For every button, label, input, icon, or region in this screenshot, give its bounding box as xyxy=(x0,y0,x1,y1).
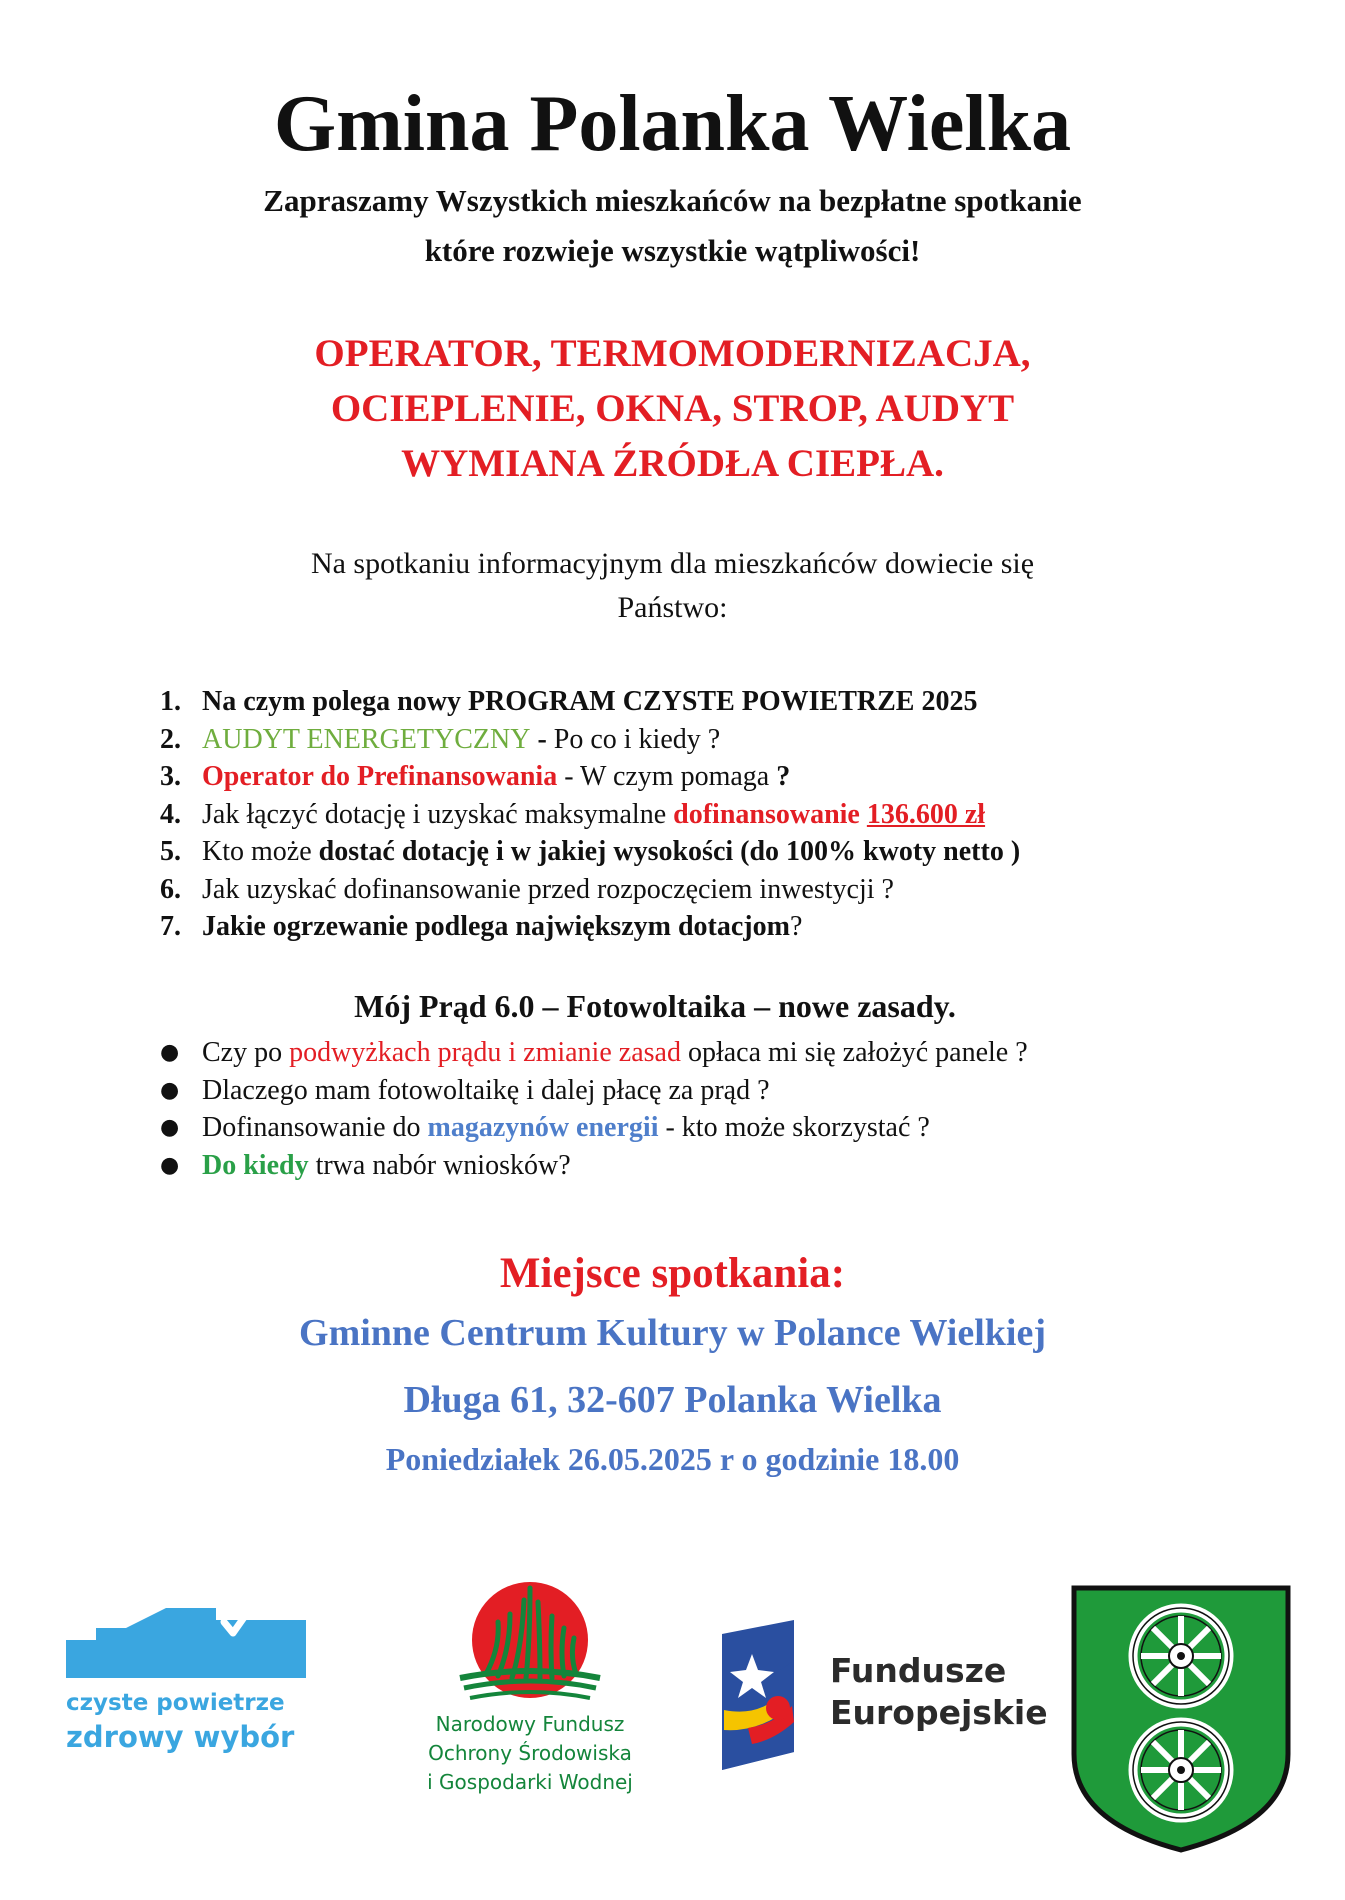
bullet-icon: ● xyxy=(160,1115,180,1140)
item-text: Jak łączyć dotację i uzyskać maksymalne xyxy=(202,798,674,830)
list-item xyxy=(160,1072,1028,1110)
bullet-icon: ● xyxy=(160,1152,180,1178)
item-highlight: AUDYT ENERGETYCZNY xyxy=(202,723,531,755)
topics-block xyxy=(0,326,1345,491)
item-question-mark: ? xyxy=(776,761,791,792)
item-amount: 136.600 zł xyxy=(866,798,986,830)
item-text: trwa nabór wniosków? xyxy=(308,1149,571,1181)
item-text: Kto może xyxy=(202,836,319,867)
item-text: opłaca mi się założyć panele ? xyxy=(680,1037,1028,1068)
item-text: - W czym pomaga xyxy=(557,761,777,792)
nfosigw-logo xyxy=(390,1578,670,1808)
fundusze-europejskie-logo xyxy=(718,1620,1078,1780)
item-number: 1. xyxy=(160,686,181,717)
item-highlight: magazynów energii xyxy=(427,1112,659,1143)
item-text: Czy po xyxy=(202,1037,290,1068)
czyste-powietrze-line-2: zdrowy wybór xyxy=(66,1720,295,1754)
topics-line-1: OPERATOR, TERMOMODERNIZACJA, xyxy=(314,332,1031,375)
meeting-heading: Miejsce spotkania: xyxy=(499,1250,846,1297)
topics-line-3: WYMIANA ŹRÓDŁA CIEPŁA. xyxy=(401,442,944,485)
forest-sun-icon xyxy=(390,1578,670,1708)
item-number: 2. xyxy=(160,723,181,755)
item-number: 4. xyxy=(160,798,181,830)
list-item xyxy=(160,1147,1028,1185)
item-number: 3. xyxy=(160,761,181,792)
item-text: Dofinansowanie do xyxy=(202,1112,428,1143)
item-text: Po co i kiedy ? xyxy=(553,723,721,755)
nfosigw-line-1: Narodowy Fundusz xyxy=(435,1712,625,1736)
list-item xyxy=(160,833,1020,871)
item-highlight: dofinansowanie xyxy=(673,798,860,830)
meeting-address: Długa 61, 32-607 Polanka Wielka xyxy=(403,1379,942,1421)
fundusze-line-1: Fundusze xyxy=(830,1651,1007,1690)
eu-funds-flag-icon xyxy=(718,1620,808,1770)
item-text: Dlaczego mam fotowoltaikę i dalej płacę za prąd ? xyxy=(202,1074,770,1106)
list-item xyxy=(160,1109,1028,1147)
intro-line-2: Państwo: xyxy=(617,591,728,624)
meeting-datetime: Poniedziałek 26.05.2025 r o godzinie 18.00 xyxy=(385,1441,960,1477)
item-emphasis: Jakie ogrzewanie podlega największym dotacjom xyxy=(202,911,790,942)
page-title: Gmina Polanka Wielka xyxy=(273,80,1072,168)
czyste-powietrze-logo xyxy=(66,1600,306,1780)
item-number: 5. xyxy=(160,836,181,867)
wheel-crest-icon xyxy=(1070,1584,1292,1854)
list-item xyxy=(160,721,1020,759)
list-item xyxy=(160,758,1020,796)
czyste-powietrze-line-1: czyste powietrze xyxy=(66,1690,285,1716)
invitation-subtitle xyxy=(0,176,1345,276)
meeting-venue: Gminne Centrum Kultury w Polance Wielkiej xyxy=(299,1312,1046,1354)
item-highlight: Do kiedy xyxy=(202,1149,309,1181)
intro-text xyxy=(0,542,1345,630)
item-text: ? xyxy=(789,911,803,942)
mojprad-heading: Mój Prąd 6.0 – Fotowoltaika – nowe zasady. xyxy=(354,988,956,1024)
subtitle-line-1: Zapraszamy Wszystkich mieszkańców na bezpłatne spotkanie xyxy=(263,183,1082,218)
gmina-coat-of-arms xyxy=(1070,1584,1292,1854)
list-item xyxy=(160,683,1020,721)
topics-line-2: OCIEPLENIE, OKNA, STROP, AUDYT xyxy=(330,387,1015,430)
fundusze-name xyxy=(830,1650,1048,1734)
list-item xyxy=(160,1034,1028,1072)
item-emphasis: dostać dotację i w jakiej wysokości (do 100% kwoty netto ) xyxy=(318,836,1021,867)
bullet-icon: ● xyxy=(160,1077,180,1103)
intro-line-1: Na spotkaniu informacyjnym dla mieszkańców dowiecie się xyxy=(310,547,1035,580)
list-item xyxy=(160,871,1020,909)
list-item xyxy=(160,908,1020,946)
list-item xyxy=(160,796,1020,834)
item-separator: - xyxy=(530,723,554,755)
item-number: 7. xyxy=(160,911,181,942)
question-list xyxy=(160,683,1020,946)
item-space xyxy=(860,799,867,830)
nfosigw-line-2: Ochrony Środowiska xyxy=(428,1741,632,1765)
item-number: 6. xyxy=(160,873,181,905)
item-highlight: Operator do Prefinansowania xyxy=(202,761,558,792)
subtitle-line-2: które rozwieje wszystkie wątpliwości! xyxy=(424,233,921,268)
house-check-icon xyxy=(66,1600,306,1690)
item-text: - kto może skorzystać ? xyxy=(658,1112,930,1143)
nfosigw-name xyxy=(390,1710,670,1797)
nfosigw-line-3: i Gospodarki Wodnej xyxy=(427,1770,633,1794)
item-text: Na czym polega nowy PROGRAM CZYSTE POWIETRZE 2025 xyxy=(202,686,978,717)
item-highlight: podwyżkach prądu i zmianie zasad xyxy=(289,1037,681,1068)
mojprad-list xyxy=(160,1034,1028,1184)
fundusze-line-2: Europejskie xyxy=(830,1693,1048,1732)
bullet-icon: ● xyxy=(160,1040,180,1065)
item-text: Jak uzyskać dofinansowanie przed rozpoczęciem inwestycji ? xyxy=(202,873,894,905)
